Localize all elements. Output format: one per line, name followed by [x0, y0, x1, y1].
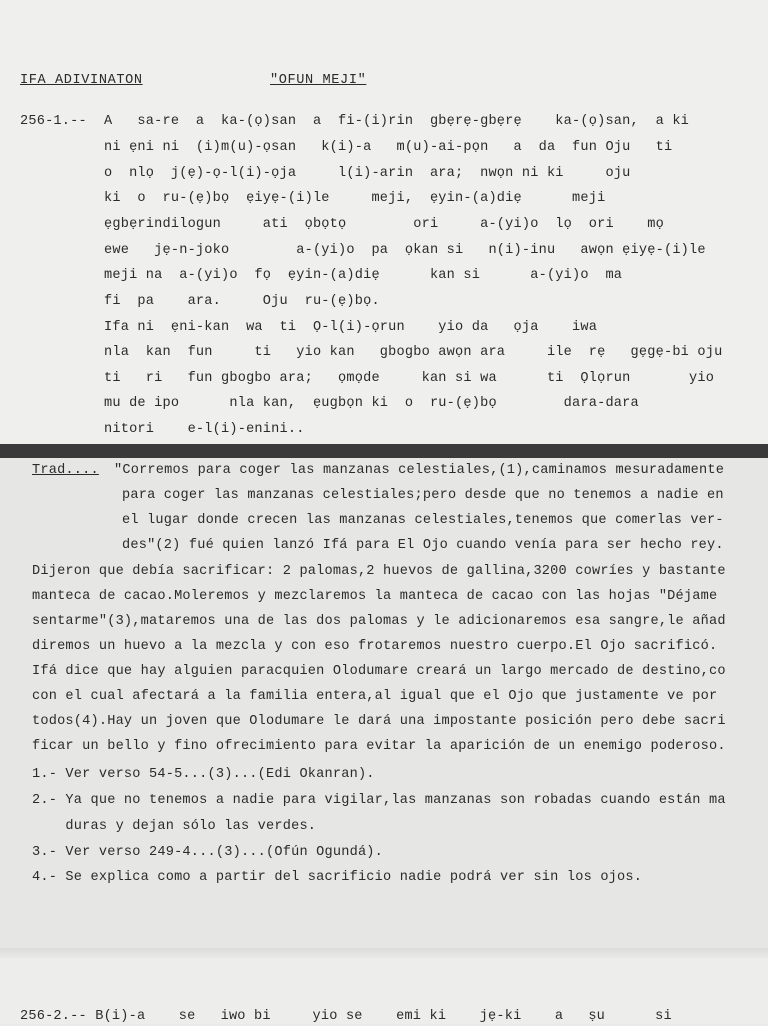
translation-line: des"(2) fué quien lanzó Ifá para El Ojo cuando venía para ser hecho rey.: [122, 538, 724, 553]
footnote: 1.- Ver verso 54-5...(3)...(Edi Okanran).: [32, 767, 375, 782]
footnote: 4.- Se explica como a partir del sacrificio nadie podrá ver sin los ojos.: [32, 870, 643, 885]
verse-line: meji na a-(yi)o fọ ẹyin-(a)diẹ kan si a-(yi)o ma: [104, 268, 623, 283]
verse-line: fi pa ara. Oju ru-(ẹ)bọ.: [104, 294, 380, 309]
translation-label: Trad....: [32, 463, 99, 478]
verse-number: 256-1.--: [20, 114, 87, 129]
translation-line: con el cual afectará a la familia entera,al igual que el Ojo que justamente ve por: [32, 689, 718, 704]
header-left: IFA ADIVINATON: [20, 73, 143, 88]
sheet-divider: [0, 444, 768, 458]
verse-line: A sa-re a ka-(ọ)san a fi-(i)rin gbẹrẹ-gbẹrẹ ka-(ọ)san, a ki: [104, 114, 690, 129]
verse-line: ki o ru-(ẹ)bọ ẹiyẹ-(i)le meji, ẹyin-(a)diẹ meji: [104, 191, 606, 206]
verse-line: 256-2.-- B(i)-a se iwo bi yio se emi ki jẹ-ki a ṣu si: [20, 1009, 672, 1024]
translation-line: Dijeron que debía sacrificar: 2 palomas,2 huevos de gallina,3200 cowríes y bastante: [32, 564, 726, 579]
translation-line: para coger las manzanas celestiales;pero desde que no tenemos a nadie en: [122, 488, 724, 503]
verse-line: ti ri fun gbogbo ara; ọmọde kan si wa ti Ọlọrun yio: [104, 371, 715, 386]
verse-line: Ifa ni ẹni-kan wa ti Ọ-l(i)-ọrun yio da ọja iwa: [104, 320, 598, 335]
verse-line: nla kan fun ti yio kan gbogbo awọn ara ile rẹ gẹgẹ-bi oju: [104, 345, 723, 360]
verse-line: ni ẹni ni (i)m(u)-ọsan k(i)-a m(u)-ai-pọn a da fun Oju ti: [104, 140, 673, 155]
verse-line: o nlọ j(ẹ)-ọ-l(i)-ọja l(i)-arin ara; nwọn ni ki oju: [104, 166, 631, 181]
translation-line: el lugar donde crecen las manzanas celestiales,tenemos que comerlas ver-: [122, 513, 724, 528]
verse-line: nitori e-l(i)-enini..: [104, 422, 305, 437]
translation-line: Ifá dice que hay alguien paracquien Olodumare creará un largo mercado de destino,co: [32, 664, 726, 679]
footnote: 2.- Ya que no tenemos a nadie para vigilar,las manzanas son robadas cuando están ma: [32, 793, 726, 808]
translation-line: ficar un bello y fino ofrecimiento para evitar la aparición de un enemigo poderoso.: [32, 739, 726, 754]
translation-line: diremos un huevo a la mezcla y con eso frotaremos nuestro cuerpo.El Ojo sacrificó.: [32, 639, 718, 654]
footnote: 3.- Ver verso 249-4...(3)...(Ofún Ogundá).: [32, 845, 384, 860]
footnote: duras y dejan sólo las verdes.: [32, 819, 317, 834]
verse-line: mu de ipo nla kan, ẹugbọn ki o ru-(ẹ)bọ dara-dara: [104, 396, 639, 411]
verse-line: ẹgbẹrindilogun ati ọbọtọ ori a-(yi)o lọ ori mọ: [104, 217, 664, 232]
translation-line: manteca de cacao.Moleremos y mezclaremos la manteca de cacao con las hojas "Déjame: [32, 589, 718, 604]
translation-line: sentarme"(3),mataremos una de las dos palomas y le adicionaremos esa sangre,le añad: [32, 614, 726, 629]
header-right: "OFUN MEJI": [270, 73, 367, 88]
verse-line: ewe jẹ-n-joko a-(yi)o pa ọkan si n(i)-inu awọn ẹiyẹ-(i)le: [104, 243, 706, 258]
sheet-gap: [0, 948, 768, 958]
translation-line: todos(4).Hay un joven que Olodumare le dará una impostante posición pero debe sacri: [32, 714, 726, 729]
translation-line: "Corremos para coger las manzanas celestiales,(1),caminamos mesuradamente: [114, 463, 725, 478]
